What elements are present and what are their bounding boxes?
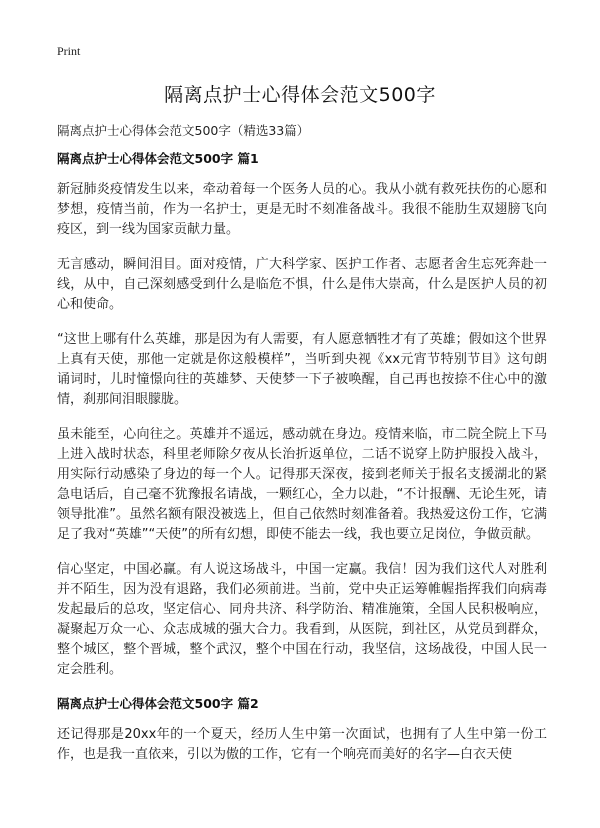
document-body [57, 150, 547, 765]
paragraph: 虽未能至，心向往之。英雄并不遥远，感动就在身边。疫情来临，市二院全院上下马上进入战时状态，科里老师除夕夜从长治折返单位，二话不说穿上防护服投入战斗，用实际行动感染了身边的每一个人。记得那天深夜，接到老师关于报名支援湖北的紧急电话后，自己毫不犹豫报名请战，一颗红心，全力以赴，“不计报酬、无论生死，请领导批准”。虽然名额有限没被选上，但自己依然时刻准备着。我热爱这份工作，它满足了我对“英雄”“天使”的所有幻想，即使不能去一线，我也要立足岗位，争做贡献。 [57, 427, 547, 542]
print-label: Print [57, 44, 81, 58]
paragraph: 信心坚定，中国必赢。有人说这场战斗，中国一定赢。我信！因为我们这代人对胜利并不陌生，因为没有退路，我们必须前进。当前，党中央正运筹帷幄指挥我们向病毒发起最后的总攻，坚定信心、同舟共济、科学防治、精准施策，全国人民积极响应，凝聚起万众一心、众志成城的强大合力。我看到，从医院，到社区，从党员到群众，整个城区，整个晋城，整个武汉，整个中国在行动，我坚信，这场战役，中国人民一定会胜利。 [57, 562, 547, 677]
paragraph: 还记得那是20xx年的一个夏天，经历人生中第一次面试，也拥有了人生中第一份工作，也是我一直依来，引以为傲的工作，它有一个响亮而美好的名字—白衣天使 [57, 727, 547, 762]
document-subtitle: 隔离点护士心得体会范文500字（精选33篇） [57, 123, 310, 138]
section-heading: 隔离点护士心得体会范文500字 篇2 [57, 696, 259, 711]
section-heading: 隔离点护士心得体会范文500字 篇1 [57, 151, 259, 166]
page-title: 隔离点护士心得体会范文500字 [164, 84, 436, 106]
paragraph: 新冠肺炎疫情发生以来，牵动着每一个医务人员的心。我从小就有救死扶伤的心愿和梦想，疫情当前，作为一名护士，更是无时不刻准备战斗。我很不能肋生双翅膀飞向疫区，到一线为国家贡献力量。 [57, 182, 547, 237]
paragraph: “这世上哪有什么英雄，那是因为有人需要，有人愿意牺牲才有了英雄；假如这个世界上真有天使，那他一定就是你这般模样”，当听到央视《xx元宵节特别节目》这句朗诵词时，儿时憧憬向往的英雄梦、天使梦一下子被唤醒，自己再也按捺不住心中的激情，刹那间泪眼朦胧。 [57, 332, 547, 407]
paragraph: 无言感动，瞬间泪目。面对疫情，广大科学家、医护工作者、志愿者舍生忘死奔赴一线，从中，自己深刻感受到什么是临危不惧，什么是伟大崇高，什么是医护人员的初心和使命。 [57, 257, 547, 312]
